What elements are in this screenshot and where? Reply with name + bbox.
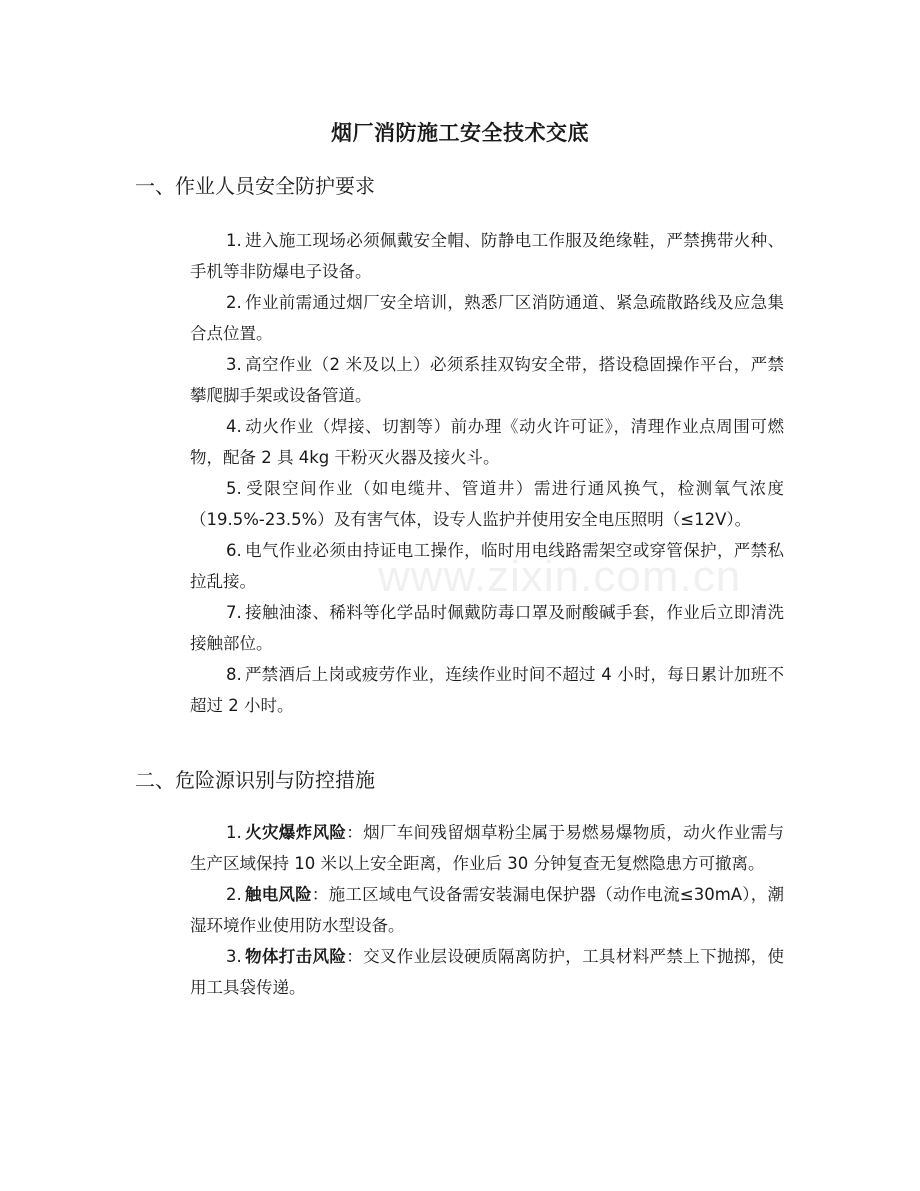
item-text: 进入施工现场必须佩戴安全帽、防静电工作服及绝缘鞋，严禁携带火种、手机等非防爆电子设备。 <box>190 231 784 281</box>
item-number: 6. <box>226 541 242 560</box>
section-heading-1: 一、作业人员安全防护要求 <box>135 174 375 198</box>
item-number: 2. <box>226 293 242 312</box>
list-item <box>190 817 784 879</box>
item-text: 接触油漆、稀料等化学品时佩戴防毒口罩及耐酸碱手套，作业后立即清洗接触部位。 <box>190 603 784 653</box>
list-item <box>190 349 784 411</box>
list-item <box>190 535 784 597</box>
item-number: 8. <box>226 665 242 684</box>
item-text: 高空作业（2 米及以上）必须系挂双钩安全带，搭设稳固操作平台，严禁攀爬脚手架或设备管道。 <box>190 355 784 405</box>
item-text: 严禁酒后上岗或疲劳作业，连续作业时间不超过 4 小时，每日累计加班不超过 2 小时。 <box>190 665 784 715</box>
item-keyword: 物体打击风险 <box>244 947 347 966</box>
item-number: 7. <box>226 603 242 622</box>
item-number: 3. <box>226 355 242 374</box>
list-item <box>190 287 784 349</box>
section-heading-2: 二、危险源识别与防控措施 <box>135 768 375 792</box>
section-2-list <box>190 817 784 1003</box>
item-number: 1. <box>226 823 242 842</box>
section-1-list <box>190 225 784 721</box>
list-item <box>190 411 784 473</box>
watermark: www.zixin.com.cn <box>378 552 742 601</box>
list-item <box>190 659 784 721</box>
list-item <box>190 879 784 941</box>
item-text: 受限空间作业（如电缆井、管道井）需进行通风换气，检测氧气浓度（19.5%-23.5%）及有害气体，设专人监护并使用安全电压照明（≤12V）。 <box>190 479 784 529</box>
item-number: 2. <box>226 885 242 904</box>
item-text: ：烟厂车间残留烟草粉尘属于易燃易爆物质，动火作业需与生产区域保持 10 米以上安全距离，作业后 30 分钟复查无复燃隐患方可撤离。 <box>190 823 785 873</box>
item-text: 作业前需通过烟厂安全培训，熟悉厂区消防通道、紧急疏散路线及应急集合点位置。 <box>190 293 784 343</box>
item-text: 动火作业（焊接、切割等）前办理《动火许可证》，清理作业点周围可燃物，配备 2 具 4kg 干粉灭火器及接火斗。 <box>190 417 784 467</box>
item-number: 1. <box>226 231 242 250</box>
item-number: 4. <box>226 417 242 436</box>
list-item <box>190 473 784 535</box>
item-text: 电气作业必须由持证电工操作，临时用电线路需架空或穿管保护，严禁私拉乱接。 <box>190 541 784 591</box>
item-number: 5. <box>226 479 242 498</box>
list-item <box>190 597 784 659</box>
list-item <box>190 941 784 1003</box>
item-text: ：交叉作业层设硬质隔离防护，工具材料严禁上下抛掷，使用工具袋传递。 <box>190 947 785 997</box>
document-title: 烟厂消防施工安全技术交底 <box>331 121 589 145</box>
item-text: ：施工区域电气设备需安装漏电保护器（动作电流≤30mA），潮湿环境作业使用防水型设备。 <box>190 885 784 935</box>
item-number: 3. <box>226 947 242 966</box>
list-item <box>190 225 784 287</box>
item-keyword: 火灾爆炸风险 <box>244 823 347 842</box>
item-keyword: 触电风险 <box>244 885 312 904</box>
